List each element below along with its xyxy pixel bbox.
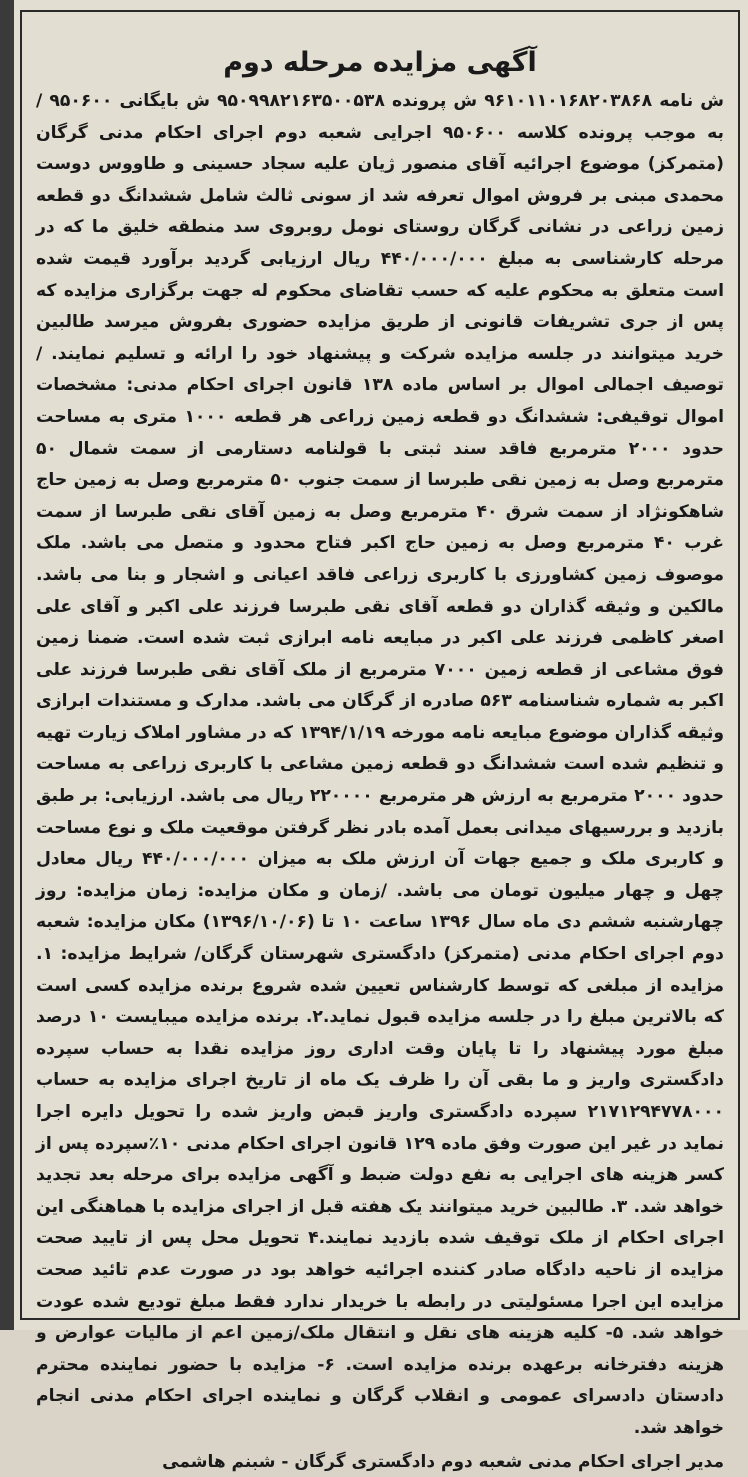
notice-body: ش نامه ۹۶۱۰۱۱۰۱۶۸۲۰۳۸۶۸ ش پرونده ۹۵۰۹۹۸۲۱۶۳۵۰۰۵۳۸ ش بایگانی ۹۵۰۶۰۰ / به موجب پرونده کلاسه ۹۵۰۶۰۰ اجرایی شعبه دوم اجرای احکام مدنی گرگان (متمرکز) موضوع اجرائیه آقای منصور ژیان علیه سجاد حسینی و طاووس دوست محمدی مبنی بر فروش اموال تعرفه شد از سونی ثالث شامل ششدانگ دو قطعه زمین زراعی در نشانی گرگان روستای نومل روبروی سد منطقه خلیق ما که در مرحله کارشناسی به مبلغ ۴۴۰/۰۰۰/۰۰۰ ریال ارزیابی گردید برآورد قیمت شده است متعلق به محکوم علیه که حسب تقاضای محکوم له جهت برگزاری مزایده که پس از جری تشریفات قانونی از طریق مزایده حضوری بفروش میرسد طالبین خرید میتوانند در جلسه مزایده شرکت و پیشنهاد خود را ارائه و تسلیم نمایند. / توصیف اجمالی اموال بر اساس ماده ۱۳۸ قانون اجرای احکام مدنی: مشخصات اموال توقیفی: ششدانگ دو قطعه زمین زراعی هر قطعه ۱۰۰۰ متری به مساحت حدود ۲۰۰۰ مترمربع فاقد سند ثبتی با قولنامه دستارمی از سمت شمال ۵۰ مترمربع وصل به زمین نقی طبرسا از سمت جنوب ۵۰ مترمربع وصل به زمین حاج شاهکونژاد از سمت شرق ۴۰ مترمربع وصل به زمین آقای نقی طبرسا از سمت غرب ۴۰ مترمربع وصل به زمین حاج اکبر فتاح محدود و متصل می باشد. ملک موصوف زمین کشاورزی با کاربری زراعی فاقد اعیانی و اشجار و بنا می باشد. مالکین و وثیقه گذاران دو قطعه آقای نقی طبرسا فرزند علی اکبر و آقای علی اصغر کاظمی فرزند علی اکبر در مبایعه نامه ابرازی ثبت شده است. ضمنا زمین فوق مشاعی از قطعه زمین ۷۰۰۰ مترمربع از ملک آقای نقی طبرسا فرزند علی اکبر به شماره شناسنامه ۵۶۳ صادره از گرگان می باشد. مدارک و مستندات ابرازی وثیقه گذاران موضوع مبایعه نامه مورخه ۱۳۹۴/۱/۱۹ که در مشاور املاک زیارت تهیه و تنظیم شده است ششدانگ دو قطعه زمین مشاعی با کاربری زراعی به مساحت حدود ۲۰۰۰ مترمربع به ارزش هر مترمربع ۲۲۰۰۰۰ ریال می باشد. ارزیابی: بر طبق بازدید و بررسیهای میدانی بعمل آمده بادر نظر گرفتن موقعیت ملک و نوع مساحت و کاربری ملک و جمیع جهات آن ارزش ملک به میزان ۴۴۰/۰۰۰/۰۰۰ ریال معادل چهل و چهار میلیون تومان می باشد. /زمان و مکان مزایده: زمان مزایده: روز چهارشنبه ششم دی ماه سال ۱۳۹۶ ساعت ۱۰ تا (۱۳۹۶/۱۰/۰۶) مکان مزایده: شعبه دوم اجرای احکام مدنی (متمرکز) دادگستری شهرستان گرگان/ شرایط مزایده: ۱. مزایده از مبلغی که توسط کارشناس تعیین شده شروع برنده مزایده کسی است که بالاترین مبلغ را در جلسه مزایده قبول نماید.۲. برنده مزایده میبایست ۱۰ درصد مبلغ مورد پیشنهاد را تا پایان وقت اداری روز مزایده نقدا به حساب سپرده دادگستری واریز و ما بقی آن را ظرف یک ماه از تاریخ اجرای مزایده به حساب ۲۱۷۱۲۹۴۷۷۸۰۰۰ سپرده دادگستری واریز قبض واریز شده را تحویل دایره اجرا نماید در غیر این صورت وفق ماده ۱۲۹ قانون اجرای احکام مدنی ۱۰٪سپرده پس از کسر هزینه های اجرایی به نفع دولت ضبط و آگهی مزایده برای مرحله بعد تجدید خواهد شد. ۳. طالبین خرید میتوانند یک هفته قبل از اجرای مزایده با هماهنگی این اجرای احکام از ملک توقیف شده بازدید نمایند.۴ تحویل محل پس از تایید صحت مزایده از ناحیه دادگاه صادر کننده اجرائیه خواهد بود در صورت عدم تائید صحت مزایده این اجرا مسئولیتی در رابطه با خریدار ندارد فقط مبلغ تودیع شده عودت خواهد شد. ۵- کلیه هزینه های نقل و انتقال ملک/زمین اعم از مالیات عوارض و هزینه دفترخانه برعهده برنده مزایده است. ۶- مزایده با حضور نماینده محترم دادستان دادسرای عمومی و انقلاب گرگان و نماینده اجرای احکام مدنی انجام خواهد شد. [36, 91, 725, 1438]
notice-title: آگهی مزایده مرحله دوم [223, 47, 537, 78]
notice-signature: مدیر اجرای احکام مدنی شعبه دوم دادگستری گرگان - شبنم هاشمی [162, 1451, 724, 1472]
notice-frame [20, 10, 740, 1472]
